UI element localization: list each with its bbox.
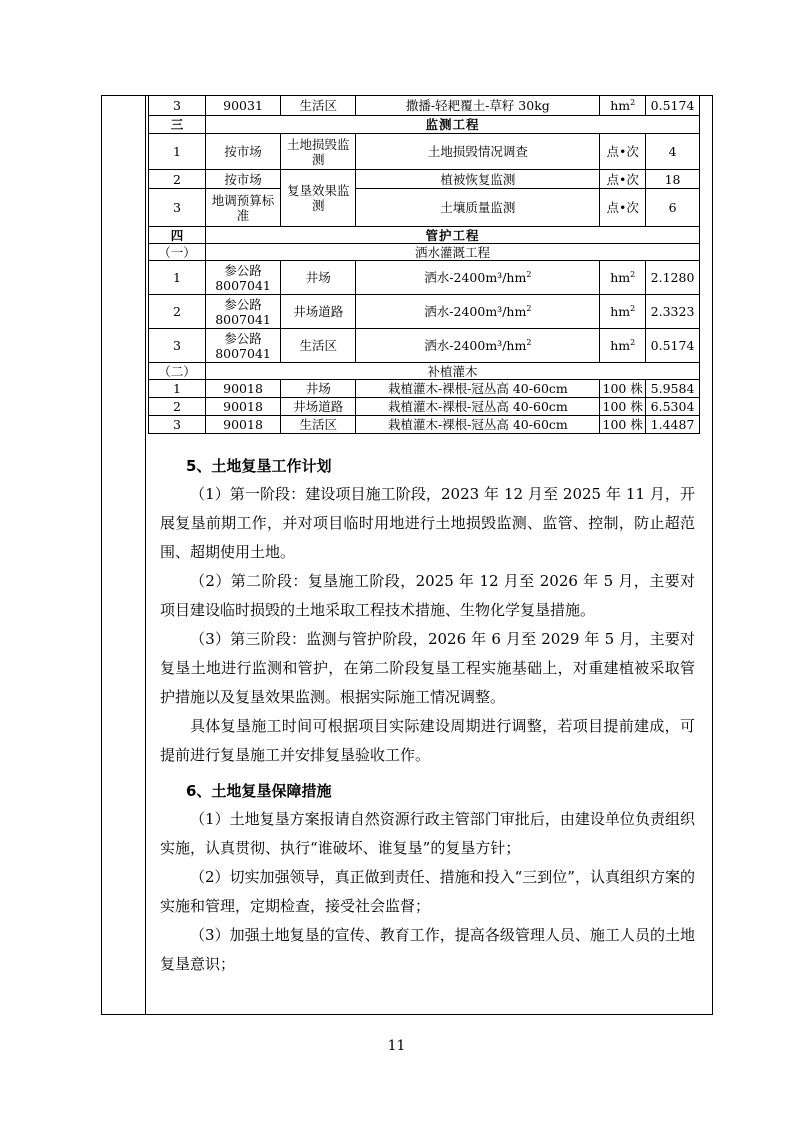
cell-desc: 土地损毁情况调查: [356, 134, 600, 170]
paragraph: 具体复垦施工时间可根据项目实际建设周期进行调整，若项目提前建成，可提前进行复垦施工并安排复垦验收工作。: [160, 717, 695, 764]
section-number: 四: [149, 227, 206, 244]
paragraph: （2）第二阶段：复垦施工阶段，2025 年 12 月至 2026 年 5 月，主要对项目建设临时损毁的土地采取工程技术措施、生物化学复垦措施。: [160, 572, 695, 619]
table-subsection-row: [149, 363, 700, 380]
desc-sup: 2: [526, 304, 532, 313]
cell-no: 1: [149, 380, 206, 398]
paragraph: （1）土地复垦方案报请自然资源行政主管部门审批后，由建设单位负责组织实施，认真贯彻、执行“谁破坏、谁复垦”的复垦方针；: [160, 810, 695, 857]
cell-code: 90018: [205, 416, 280, 434]
cell-no: 3: [149, 96, 206, 116]
subsection-title: 洒水灌溉工程: [205, 244, 699, 261]
paragraph: （2）切实加强领导，真正做到责任、措施和投入“三到位”，认真组织方案的实施和管理，定期检查，接受社会监督；: [160, 868, 695, 915]
cell-code: 90031: [205, 96, 280, 116]
form-left-column: [101, 95, 146, 1015]
desc-text: 洒水-2400m³/hm: [424, 270, 527, 285]
cell-no: 3: [149, 329, 206, 363]
unit-text: hm: [610, 304, 631, 319]
cell-qty: 5.9584: [646, 380, 700, 398]
unit-text: hm: [610, 270, 631, 285]
cell-unit: [600, 261, 646, 295]
cell-area: 复垦效果监测: [281, 170, 356, 227]
cell-area: 生活区: [281, 416, 356, 434]
cell-desc: 栽植灌木-裸根-冠丛高 40-60cm: [356, 380, 600, 398]
cell-code: 按市场: [205, 134, 280, 170]
cell-area: 井场: [281, 261, 356, 295]
section-5-heading: 5、土地复垦工作计划: [186, 457, 332, 475]
cell-no: 2: [149, 398, 206, 416]
cell-qty: 1.4487: [646, 416, 700, 434]
table-subsection-row: [149, 244, 700, 261]
cell-desc: [356, 295, 600, 329]
cell-qty: 0.5174: [646, 329, 700, 363]
cell-desc: 植被恢复监测: [356, 170, 600, 189]
unit-sup: 2: [630, 98, 636, 107]
table-row: [149, 416, 700, 434]
table-section-row: [149, 116, 700, 134]
cell-code: 按市场: [205, 170, 280, 189]
cell-area: 生活区: [281, 329, 356, 363]
cell-qty: 2.1280: [646, 261, 700, 295]
subsection-number: （二）: [149, 363, 206, 380]
cell-unit: 点•次: [600, 170, 646, 189]
cell-unit: [600, 329, 646, 363]
cell-qty: 6.5304: [646, 398, 700, 416]
cell-qty: 6: [646, 189, 700, 227]
unit-sup: 2: [630, 304, 636, 313]
section-title: 管护工程: [205, 227, 699, 244]
cell-desc: 栽植灌木-裸根-冠丛高 40-60cm: [356, 416, 600, 434]
cell-code: 90018: [205, 398, 280, 416]
cell-desc: [356, 261, 600, 295]
cell-area: 生活区: [281, 96, 356, 116]
main-text: [160, 455, 695, 979]
unit-text: hm: [610, 338, 631, 353]
paragraph: （3）第三阶段：监测与管护阶段，2026 年 6 月至 2029 年 5 月，主要对复垦土地进行监测和管护，在第二阶段复垦工程实施基础上，对重建植被采取管护措施以及复垦效果监测。根据实际施工情况调整。: [160, 630, 695, 706]
cell-unit: 100 株: [600, 398, 646, 416]
table-row: [149, 96, 700, 116]
cell-area: 井场道路: [281, 295, 356, 329]
cell-area: 土地损毁监测: [281, 134, 356, 170]
cell-no: 1: [149, 261, 206, 295]
cell-no: 2: [149, 295, 206, 329]
table-row: [149, 329, 700, 363]
cell-unit: 点•次: [600, 189, 646, 227]
table-row: [149, 134, 700, 170]
paragraph: （1）第一阶段：建设项目施工阶段，2023 年 12 月至 2025 年 11 月，开展复垦前期工作，并对项目临时用地进行土地损毁监测、监管、控制，防止超范围、超期使用土地。: [160, 485, 695, 561]
cell-area: 井场道路: [281, 398, 356, 416]
cell-no: 3: [149, 416, 206, 434]
table-row: [149, 261, 700, 295]
cell-desc: 撒播-轻耙覆土-草籽 30kg: [356, 96, 600, 116]
budget-table: [148, 95, 700, 434]
desc-text: 洒水-2400m³/hm: [424, 338, 527, 353]
cell-code: 参公路8007041: [205, 295, 280, 329]
subsection-number: （一）: [149, 244, 206, 261]
subsection-title: 补植灌木: [205, 363, 699, 380]
cell-area: 井场: [281, 380, 356, 398]
cell-unit: 100 株: [600, 380, 646, 398]
table-row: [149, 189, 700, 227]
cell-qty: 4: [646, 134, 700, 170]
cell-code: 参公路8007041: [205, 329, 280, 363]
cell-code: 参公路8007041: [205, 261, 280, 295]
cell-qty: 18: [646, 170, 700, 189]
desc-sup: 2: [526, 338, 532, 347]
cell-unit: 点•次: [600, 134, 646, 170]
cell-unit: [600, 96, 646, 116]
desc-sup: 2: [526, 270, 532, 279]
cell-qty: 2.3323: [646, 295, 700, 329]
cell-desc: [356, 329, 600, 363]
cell-desc: 土壤质量监测: [356, 189, 600, 227]
cell-unit: [600, 295, 646, 329]
section-6-heading: 6、土地复垦保障措施: [186, 782, 332, 800]
cell-unit: 100 株: [600, 416, 646, 434]
cell-code: 90018: [205, 380, 280, 398]
unit-sup: 2: [630, 338, 636, 347]
cell-qty: 0.5174: [646, 96, 700, 116]
cell-no: 2: [149, 170, 206, 189]
table-row: [149, 398, 700, 416]
table-row: [149, 380, 700, 398]
table-row: [149, 170, 700, 189]
page-number: 11: [387, 1038, 406, 1054]
table-row: [149, 295, 700, 329]
table-section-row: [149, 227, 700, 244]
unit-sup: 2: [630, 270, 636, 279]
cell-desc: 栽植灌木-裸根-冠丛高 40-60cm: [356, 398, 600, 416]
paragraph: （3）加强土地复垦的宣传、教育工作，提高各级管理人员、施工人员的土地复垦意识；: [160, 926, 695, 973]
unit-text: hm: [610, 98, 631, 113]
desc-text: 洒水-2400m³/hm: [424, 304, 527, 319]
cell-code: 地调预算标准: [205, 189, 280, 227]
cell-no: 1: [149, 134, 206, 170]
section-title: 监测工程: [205, 116, 699, 134]
section-number: 三: [149, 116, 206, 134]
cell-no: 3: [149, 189, 206, 227]
